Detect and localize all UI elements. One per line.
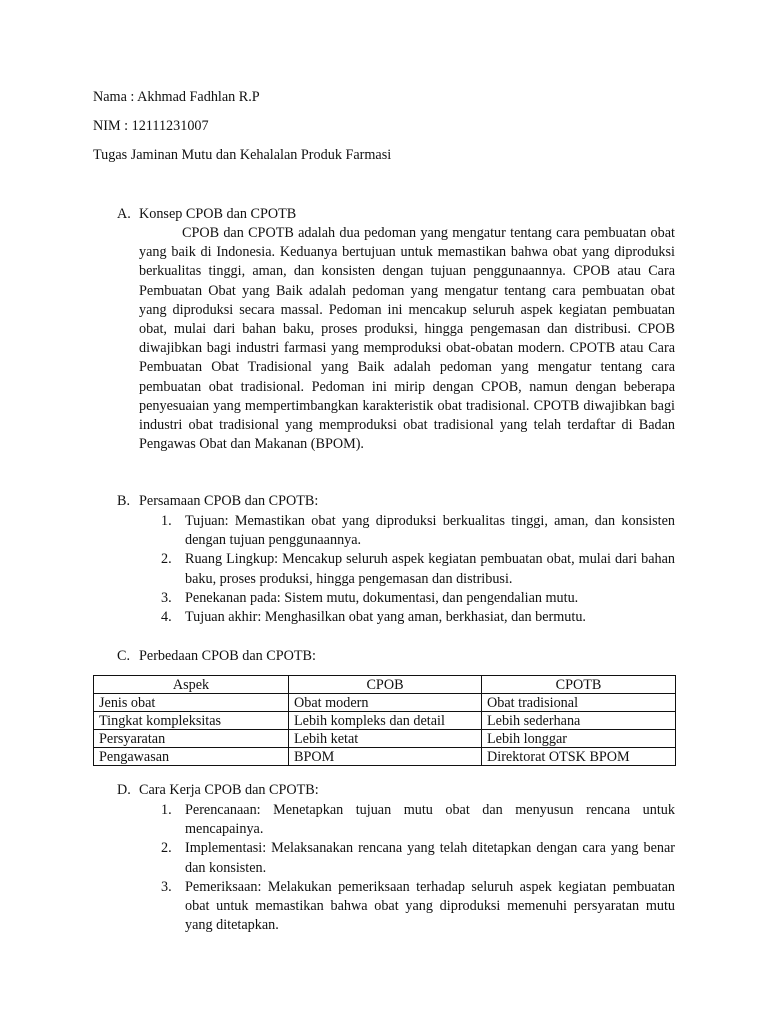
list-item: [161, 878, 675, 936]
section-a-title: Konsep CPOB dan CPOTB: [139, 206, 297, 222]
section-a-heading: [117, 205, 296, 224]
table-header-row: [94, 676, 676, 694]
section-a-letter: A.: [117, 206, 131, 222]
table-header-cell: CPOTB: [482, 676, 676, 694]
list-number: 2.: [161, 551, 172, 568]
list-item: [161, 512, 675, 550]
list-number: 3.: [161, 589, 172, 606]
section-b-list: [161, 512, 675, 627]
section-d-title: Cara Kerja CPOB dan CPOTB:: [139, 782, 319, 798]
table-cell: Tingkat kompleksitas: [94, 712, 289, 730]
table-cell: BPOM: [289, 748, 482, 766]
list-item: [161, 801, 675, 839]
table-header-cell: CPOB: [289, 676, 482, 694]
student-name-line: Nama : Akhmad Fadhlan R.P: [93, 89, 260, 105]
section-d-heading: [117, 781, 319, 800]
table-cell: Obat modern: [289, 694, 482, 712]
comparison-table: [93, 675, 676, 766]
section-d-list: [161, 801, 675, 935]
table-cell: Direktorat OTSK BPOM: [482, 748, 676, 766]
list-text: Implementasi: Melaksanakan rencana yang telah ditetapkan dengan cara yang benar dan konsisten.: [185, 840, 675, 876]
table-row: [94, 694, 676, 712]
table-row: [94, 712, 676, 730]
list-number: 4.: [161, 609, 172, 626]
table-cell: Persyaratan: [94, 730, 289, 748]
table-cell: Jenis obat: [94, 694, 289, 712]
list-number: 3.: [161, 878, 172, 895]
table-cell: Pengawasan: [94, 748, 289, 766]
list-number: 1.: [161, 513, 172, 529]
list-text: Penekanan pada: Sistem mutu, dokumentasi, dan pengendalian mutu.: [185, 589, 579, 606]
assignment-title-line: Tugas Jaminan Mutu dan Kehalalan Produk Farmasi: [93, 147, 392, 163]
list-text: Tujuan: Memastikan obat yang diproduksi berkualitas tinggi, aman, dan konsisten dengan tujuan penggunaannya.: [185, 513, 675, 549]
table-cell: Lebih longgar: [482, 730, 676, 748]
student-nim-line: NIM : 12111231007: [93, 118, 209, 134]
table-row: [94, 730, 676, 748]
section-a-paragraph: [139, 224, 675, 454]
table-cell: Lebih sederhana: [482, 712, 676, 730]
list-item: [161, 839, 675, 877]
table-cell: Lebih kompleks dan detail: [289, 712, 482, 730]
section-c-heading: [117, 647, 316, 666]
section-d-letter: D.: [117, 782, 131, 798]
table-header-cell: Aspek: [94, 676, 289, 694]
list-item: [161, 589, 675, 608]
table-cell: Obat tradisional: [482, 694, 676, 712]
list-item: [161, 550, 675, 588]
section-b-heading: [117, 492, 318, 511]
section-b-letter: B.: [117, 493, 131, 509]
table-cell: Lebih ketat: [289, 730, 482, 748]
table-row: [94, 748, 676, 766]
section-a-text: CPOB dan CPOTB adalah dua pedoman yang mengatur tentang cara pembuatan obat yang baik di Indonesia. Keduanya bertujuan untuk memastikan bahwa obat yang diproduksi berkualitas tinggi, aman, dan konsisten dengan tujuan penggunaannya. CPOB atau Cara Pembuatan Obat yang Baik adalah pedoman yang mengatur tentang cara pembuatan obat yang diproduksi secara massal. Pedoman ini mencakup seluruh aspek kegiatan pembuatan obat, mulai dari bahan baku, proses produksi, hingga pengemasan dan distribusi. CPOB diwajibkan bagi industri farmasi yang memproduksi obat-obatan modern. CPOTB atau Cara Pembuatan Obat Tradisional yang Baik adalah pedoman yang mengatur tentang cara pembuatan obat tradisional. Pedoman ini mirip dengan CPOB, namun dengan beberapa penyesuaian yang mempertimbangkan karakteristik obat tradisional. CPOTB diwajibkan bagi industri obat tradisional yang memproduksi obat tradisional yang telah terdaftar di Badan Pengawas Obat dan Makanan (BPOM).: [139, 225, 675, 453]
section-c-title: Perbedaan CPOB dan CPOTB:: [139, 648, 316, 664]
list-item: [161, 608, 675, 627]
list-text: Perencanaan: Menetapkan tujuan mutu obat dan menyusun rencana untuk mencapainya.: [185, 802, 675, 838]
list-number: 2.: [161, 840, 172, 857]
list-text: Tujuan akhir: Menghasilkan obat yang aman, berkhasiat, dan bermutu.: [185, 609, 586, 626]
section-b-title: Persamaan CPOB dan CPOTB:: [139, 493, 319, 509]
section-c-letter: C.: [117, 648, 131, 664]
list-number: 1.: [161, 802, 172, 818]
list-text: Ruang Lingkup: Mencakup seluruh aspek kegiatan pembuatan obat, mulai dari bahan baku, proses produksi, hingga pengemasan dan distribusi.: [185, 551, 675, 587]
list-text: Pemeriksaan: Melakukan pemeriksaan terhadap seluruh aspek kegiatan pembuatan obat untuk memastikan bahwa obat yang diproduksi memenuhi persyaratan mutu yang ditetapkan.: [185, 878, 675, 934]
